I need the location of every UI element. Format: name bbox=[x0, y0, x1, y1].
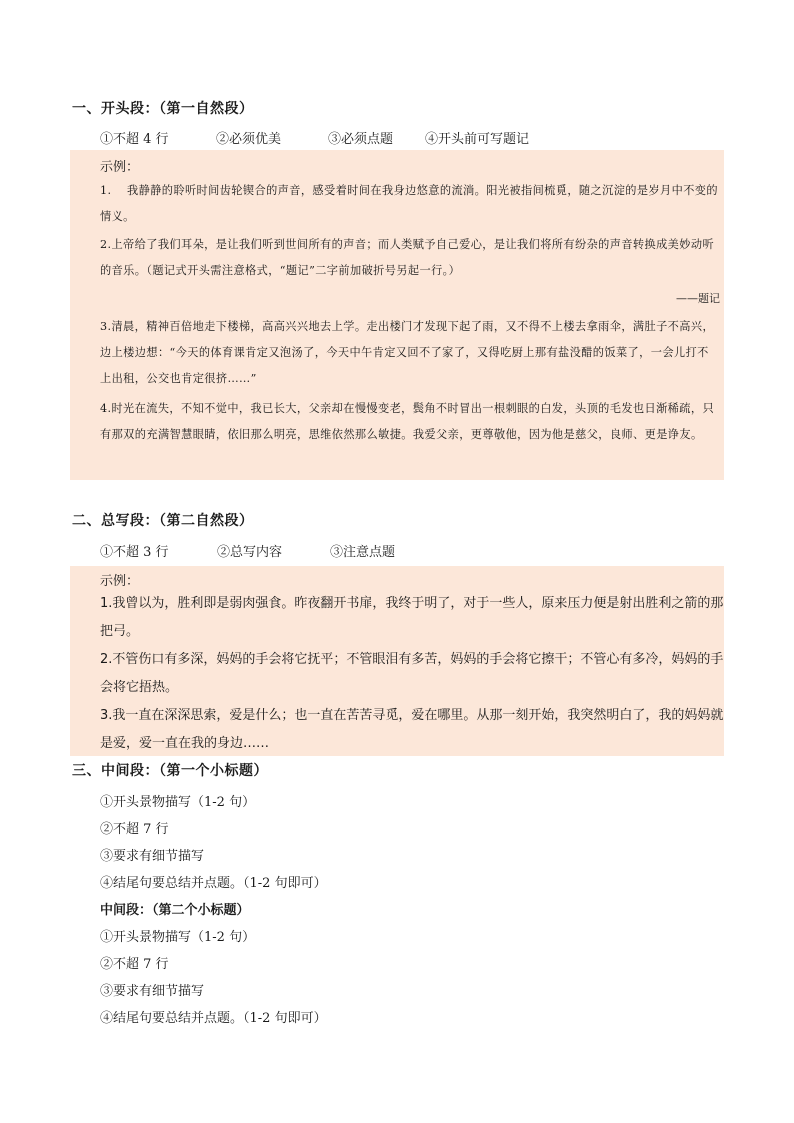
example-paragraph-1: 1.我曾以为，胜利即是弱肉强食。昨夜翻开书扉，我终于明了，对于一些人，原来压力便是射出胜利之箭的那把弓。 bbox=[100, 596, 724, 639]
section-3-item-3: ③要求有细节描写 bbox=[100, 849, 205, 864]
section-2-example-box bbox=[70, 566, 724, 756]
section-2-title: 二、总写段：（第二自然段） bbox=[72, 513, 254, 529]
example-paragraph-2: 2.不管伤口有多深，妈妈的手会将它抚平；不管眼泪有多苦，妈妈的手会将它擦干；不管心有多冷，妈妈的手会将它捂热。 bbox=[100, 652, 724, 695]
section-3-sub-item-3: ③要求有细节描写 bbox=[100, 984, 205, 999]
section-3-item-4: ④结尾句要总结并点题。（1-2 句即可） bbox=[100, 876, 327, 891]
requirement-item: ②必须优美 bbox=[216, 132, 282, 147]
section-1-title: 一、开头段：（第一自然段） bbox=[72, 101, 254, 117]
section-3-item-2: ②不超 7 行 bbox=[100, 822, 169, 837]
requirement-item: ③必须点题 bbox=[328, 132, 394, 147]
example-paragraph-2: 2.上帝给了我们耳朵，是让我们听到世间所有的声音；而人类赋予自己爱心，是让我们将所有纷杂的声音转换成美妙动听的音乐。（题记式开头需注意格式，“题记”二字前加破折号另起一行。） bbox=[100, 238, 715, 277]
example-paragraph-4: 4.时光在流失，不知不觉中，我已长大，父亲却在慢慢变老，鬓角不时冒出一根刺眼的白发，头顶的毛发也日渐稀疏，只有那双的充满智慧眼睛，依旧那么明亮，思维依然那么敏捷。我爱父亲，更尊敬他，因为他是慈父，良师、更是诤友。 bbox=[100, 402, 715, 441]
epigraph-signature: ——题记 bbox=[676, 292, 720, 305]
requirement-item: ①不超 3 行 bbox=[100, 545, 169, 560]
example-label: 示例： bbox=[100, 574, 140, 589]
section-3-sub-item-2: ②不超 7 行 bbox=[100, 957, 169, 972]
example-paragraph-3: 3.清晨，精神百倍地走下楼梯，高高兴兴地去上学。走出楼门才发现下起了雨，又不得不上楼去拿雨伞，满肚子不高兴，边上楼边想：“今天的体育课肯定又泡汤了，今天中午肯定又回不了家了，又得吃厨上那有盐没醋的饭菜了，一会儿打不上出租，公交也肯定很挤……” bbox=[100, 320, 715, 385]
requirement-item: ②总写内容 bbox=[217, 545, 283, 560]
section-1-requirements bbox=[100, 128, 529, 147]
example-label: 示例： bbox=[100, 160, 140, 175]
section-3-sub-title: 中间段：（第二个小标题） bbox=[100, 903, 250, 918]
section-2-requirements bbox=[100, 541, 395, 560]
section-1-example-box bbox=[70, 150, 724, 480]
requirement-item: ④开头前可写题记 bbox=[425, 132, 530, 147]
section-3-item-1: ①开头景物描写（1-2 句） bbox=[100, 795, 256, 810]
requirement-item: ③注意点题 bbox=[330, 545, 396, 560]
section-3-title: 三、中间段：（第一个小标题） bbox=[72, 763, 268, 779]
example-paragraph-3: 3.我一直在深深思索，爱是什么；也一直在苦苦寻觅，爱在哪里。从那一刻开始，我突然明白了，我的妈妈就是爱，爱一直在我的身边…… bbox=[100, 708, 724, 751]
section-3-sub-item-4: ④结尾句要总结并点题。（1-2 句即可） bbox=[100, 1011, 327, 1026]
example-paragraph-1: 1. 我静静的聆听时间齿轮锲合的声音，感受着时间在我身边悠意的流淌。阳光被指间梳覓，随之沉淀的是岁月中不变的情义。 bbox=[100, 184, 718, 223]
requirement-item: ①不超 4 行 bbox=[100, 132, 169, 147]
section-3-sub-item-1: ①开头景物描写（1-2 句） bbox=[100, 930, 256, 945]
